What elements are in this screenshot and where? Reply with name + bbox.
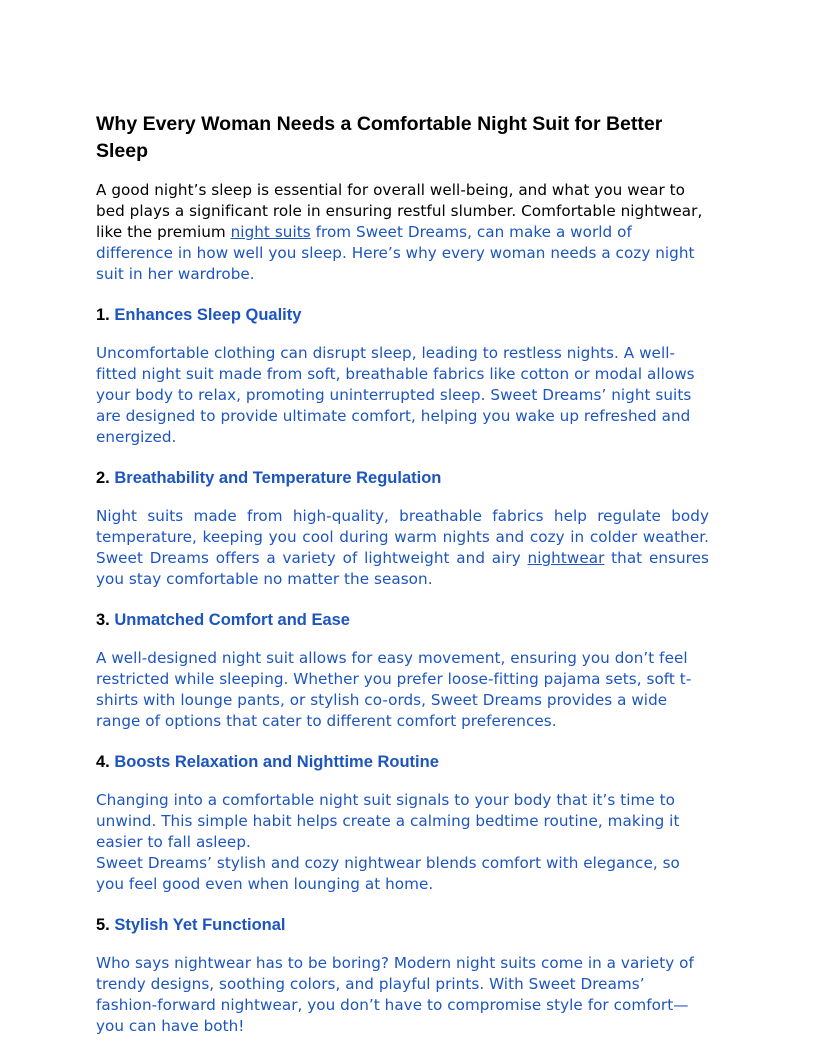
section-body-5: Who says nightwear has to be boring? Modern night suits come in a variety of trendy designs, soothing colors, and playful prints. With Sweet Dreams’ fashion-forward nightwear, you don’t have to compromise style for comfort—you can have both! [96, 954, 694, 1035]
document-content [96, 111, 709, 1037]
section-heading-2 [96, 468, 709, 489]
night-suits-link[interactable]: night suits [230, 223, 311, 241]
intro-paragraph [96, 180, 709, 285]
intro-text: A good night’s sleep is essential for overall well-being, and what you wear to bed plays a significant role in ensuring restful slumber. Comfortable nightwear, like the premium [96, 181, 703, 241]
section-heading-3 [96, 610, 709, 631]
section-body-2 [96, 506, 709, 590]
section-title: Stylish Yet Functional [114, 916, 286, 934]
section-body-1: Uncomfortable clothing can disrupt sleep, leading to restless nights. A well-fitted night suit made from soft, breathable fabrics like cotton or modal allows your body to relax, promoting uninterrupted sleep. Sweet Dreams’ night suits are designed to provide ultimate comfort, helping you wake up refreshed and energized. [96, 344, 695, 446]
section-body-3: A well-designed night suit allows for easy movement, ensuring you don’t feel restricted while sleeping. Whether you prefer loose-fitting pajama sets, soft t-shirts with lounge pants, or stylish co-ords, Sweet Dreams provides a wide range of options that cater to different comfort preferences. [96, 649, 692, 730]
section-title: Unmatched Comfort and Ease [114, 611, 350, 629]
section-title: Breathability and Temperature Regulation [114, 469, 442, 487]
section-body-4 [96, 790, 709, 895]
section-body-text: Night suits made from high-quality, breathable fabrics help regulate body temperature, keeping you cool during warm nights and cozy in colder weather. Sweet Dreams offers a variety of lightweight and airy [96, 507, 709, 567]
section-number: 4. [96, 753, 110, 771]
nightwear-link[interactable]: nightwear [527, 549, 605, 567]
intro-text-blue: from Sweet Dreams, can make a world of difference in how well you sleep. Here’s why every woman needs a cozy night suit in her wardrobe. [96, 223, 695, 283]
section-body-text: that ensures you stay comfortable no matter the season. [96, 549, 709, 588]
section-number: 1. [96, 306, 110, 324]
section-heading-4 [96, 752, 709, 773]
section-number: 3. [96, 611, 110, 629]
page-title: Why Every Woman Needs a Comfortable Night Suit for Better Sleep [96, 113, 663, 162]
section-body-text-2: Sweet Dreams’ stylish and cozy nightwear blends comfort with elegance, so you feel good even when lounging at home. [96, 854, 680, 893]
section-heading-5 [96, 915, 709, 936]
section-number: 5. [96, 916, 110, 934]
section-body-text: Changing into a comfortable night suit signals to your body that it’s time to unwind. This simple habit helps create a calming bedtime routine, making it easier to fall asleep. [96, 791, 680, 851]
section-title: Enhances Sleep Quality [114, 306, 302, 324]
section-heading-1 [96, 305, 709, 326]
section-title: Boosts Relaxation and Nighttime Routine [114, 753, 439, 771]
section-number: 2. [96, 469, 110, 487]
